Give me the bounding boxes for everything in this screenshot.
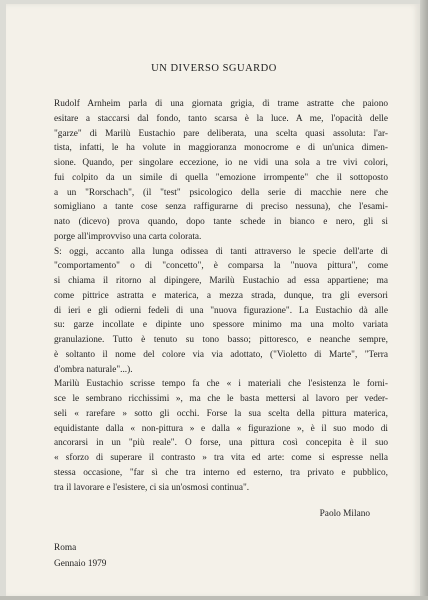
text-line: equidistante dalla « non-pittura » e dalla « figurazione », è il suo modo di xyxy=(54,423,388,434)
text-line: "comportamento" o di "concetto", è comparsa la "nuova pittura", come xyxy=(54,261,388,272)
text-line: esitare a staccarsi dal fondo, tanto scarsa è la luce. A me, l'opacità delle xyxy=(54,113,388,124)
text-line: ancorarsi in un "più reale". O forse, una pittura così concepita è il suo xyxy=(54,438,388,449)
essay-body xyxy=(54,97,388,495)
text-line: a un "Rorschach", (il "test" psicologico della serie di macchie nere che xyxy=(54,187,388,198)
date-label: Gennaio 1979 xyxy=(54,559,107,569)
text-line: è soltanto il nome del colore via via adottato, ("Violetto di Marte", "Terra xyxy=(54,349,388,360)
text-line: Rudolf Arnheim parla di una giornata grigia, di trame astratte che paiono xyxy=(54,99,388,109)
text-line: tista, infatti, le ha volute in maggioranza monocrome e di un'unica dimen- xyxy=(54,143,388,154)
text-line: Marilù Eustachio scrisse tempo fa che « i materiali che l'esistenza le forni- xyxy=(54,379,388,390)
text-line: si chiama il ritorno al dipingere, Marilù Eustachio ad essa appartiene; ma xyxy=(54,276,388,286)
text-line: granulazione. Tutto è tenuto su tono basso; pittoresco, e neanche sempre, xyxy=(54,335,388,345)
text-line: nato (dicevo) prova quando, dopo tante schede in bianco e nero, gli si xyxy=(54,217,388,227)
text-line: d'ombra naturale"...). xyxy=(54,364,133,375)
author-signature: Paolo Milano xyxy=(319,509,370,519)
text-line: seli « rarefare » sotto gli occhi. Forse la sua scelta della pittura materica, xyxy=(54,408,388,419)
text-line: sione. Quando, per singolare eccezione, io ne vidi una sola a tre vivi colori, xyxy=(54,158,388,168)
text-line: "garze" di Marilù Eustachio pare deliberata, una scelta quasi assoluta: l'ar- xyxy=(54,128,388,139)
text-line: S: oggi, accanto alla lunga odissea di tanti attraverso le specie dell'arte di xyxy=(54,246,388,257)
page-edge-shadow xyxy=(420,0,428,600)
page-title: UN DIVERSO SGUARDO xyxy=(151,63,277,74)
text-line: su: garze incollate e dipinte uno spessore minimo ma una molto variata xyxy=(54,320,388,331)
text-line: porge all'improvviso una carta colorata. xyxy=(54,231,202,242)
text-line: stessa occasione, "far sì che tra interno ed esterno, tra privato e pubblico, xyxy=(54,467,388,478)
place-label: Roma xyxy=(54,543,77,553)
text-line: fui colpito da un simile di quella "emozione irrompente" che il sottoposto xyxy=(54,172,388,183)
text-line: « sforzo di superare il contrasto » tra vita ed arte: come si espresse nella xyxy=(54,453,388,463)
text-line: sce le sembrano ricchissimi », ma che le basta mettersi al lavoro per veder- xyxy=(54,394,388,404)
text-line: somigliano a tante cose senza raffigurarne di preciso nessuna), che l'esami- xyxy=(54,202,388,213)
page-bottom-edge xyxy=(0,596,428,600)
text-line: come pittrice astratta e materica, a mezza strada, dunque, tra gli eversori xyxy=(54,290,388,301)
text-line: tra il lavorare e l'esistere, ci sia un'osmosi continua". xyxy=(54,482,250,493)
text-line: di ieri e gli odierni fedeli di una "nuova figurazione". La Eustachio dà alle xyxy=(54,305,388,316)
